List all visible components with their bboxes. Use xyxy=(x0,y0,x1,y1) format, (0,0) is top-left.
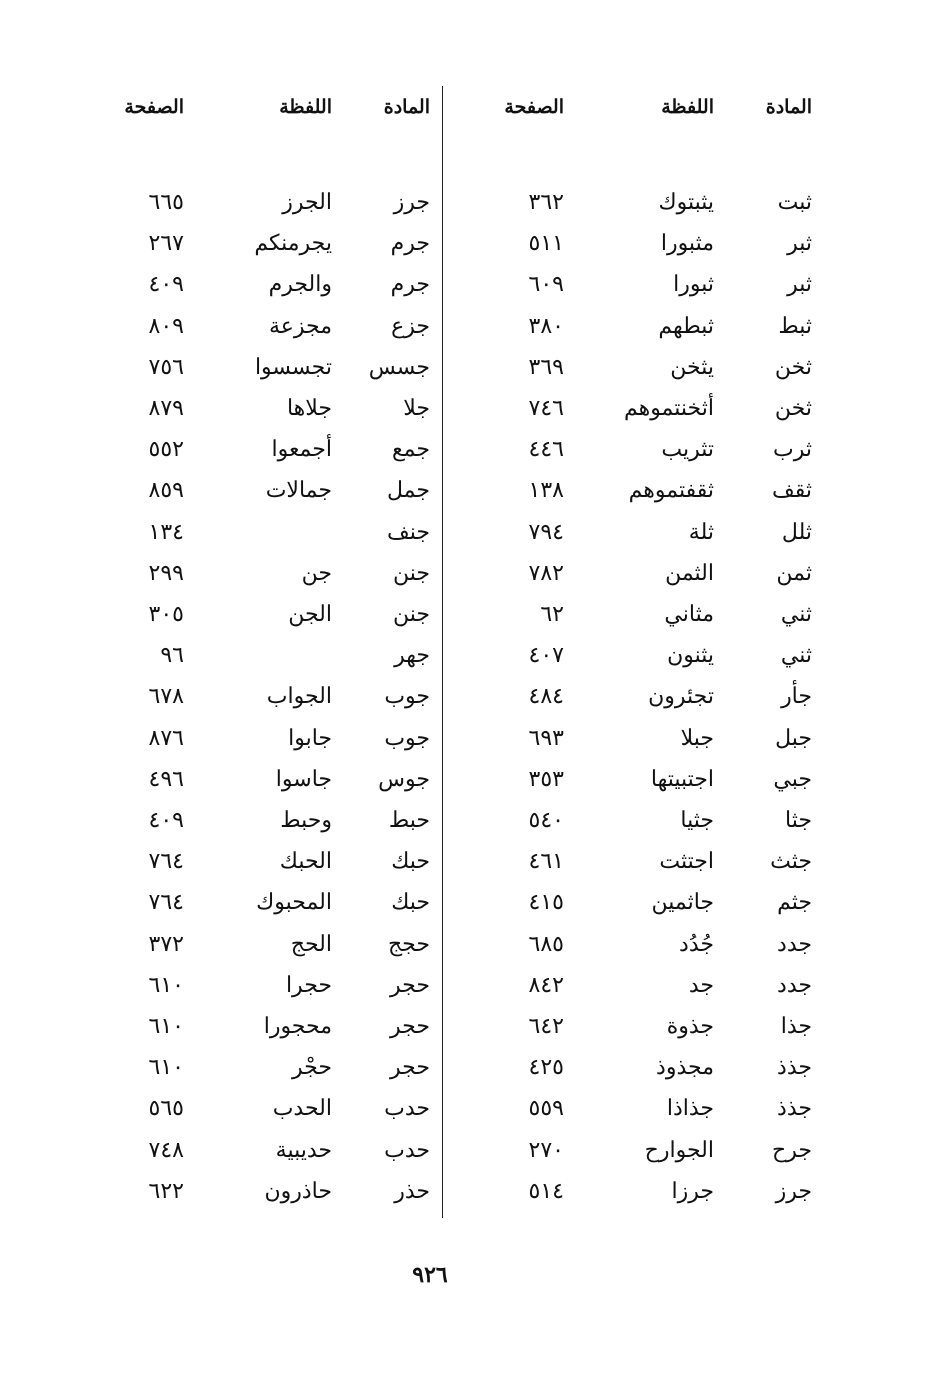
left-table-row-page: ٧٥٦ xyxy=(148,354,184,380)
right-table-row-root: ثخن xyxy=(774,396,812,421)
right-table-row-root: جدد xyxy=(777,931,812,957)
right-table-row-page: ٥٤٠ xyxy=(528,808,564,833)
left-table-row-root: جنن xyxy=(393,560,430,586)
left-table-row-page: ٣٠٥ xyxy=(148,602,184,627)
right-table-row-page: ٣٦٩ xyxy=(528,354,564,380)
left-table-row-word: جمالات xyxy=(265,478,332,504)
left-table-row-root: جوب xyxy=(384,725,430,751)
right-table-row-word: اجتبيتها xyxy=(650,766,714,792)
right-table-row-root: جذذ xyxy=(777,1096,812,1122)
right-table-row-word: مجذوذ xyxy=(656,1055,714,1081)
right-table-row-page: ٨٤٢ xyxy=(528,972,564,998)
left-table-row-word: حاذرون xyxy=(264,1178,332,1204)
left-table-row-root: حجر xyxy=(390,1055,430,1081)
left-table-row-word: تجسسوا xyxy=(254,354,332,380)
right-table-row-page: ٥١٤ xyxy=(528,1178,564,1204)
right-table-row-page: ٦٤٢ xyxy=(528,1014,564,1039)
left-table-row-root: حدب xyxy=(384,1137,430,1163)
right-table-row-root: ثبط xyxy=(778,313,812,339)
left-table-row-word: جلاها xyxy=(286,396,332,421)
left-table-row-page: ٦١٠ xyxy=(148,1014,184,1039)
left-table-row-page: ١٣٤ xyxy=(148,519,184,545)
right-table-row-root: جثث xyxy=(770,849,812,875)
left-table-row-page: ٦٦٥ xyxy=(148,190,184,215)
header-page-right: الصفحة xyxy=(504,96,564,118)
right-table-row-page: ٤٠٧ xyxy=(528,643,564,669)
right-table-row-page: ٣٦٢ xyxy=(528,190,564,215)
left-table-row-root: حبط xyxy=(388,808,430,833)
right-table-row-page: ٥٥٩ xyxy=(528,1096,564,1122)
left-table-row-word: الحبك xyxy=(279,849,332,875)
left-table-row-root: جمل xyxy=(387,478,430,504)
left-table-row-page: ٨٧٦ xyxy=(148,725,184,751)
right-table-row-page: ٤٤٦ xyxy=(528,437,564,463)
left-table-row-root: جرم xyxy=(390,272,430,298)
right-table-row-page: ٥١١ xyxy=(528,231,564,257)
header-word-left: اللفظة xyxy=(279,96,332,118)
left-table-row-root: حجر xyxy=(390,972,430,998)
header-root-right: المادة xyxy=(765,96,812,118)
right-table-row-word: جذوة xyxy=(666,1014,714,1039)
right-table-row-page: ٤٨٤ xyxy=(528,684,564,710)
left-table-row-word: جاسوا xyxy=(275,766,332,792)
right-table-row-page: ٧٨٢ xyxy=(528,560,564,586)
left-table-row-word: محجورا xyxy=(263,1014,332,1039)
left-table-row-root: جرز xyxy=(393,190,430,215)
right-table-row-page: ٤٦١ xyxy=(528,849,564,875)
header-root-left: المادة xyxy=(383,96,430,118)
right-table-row-root: ثرب xyxy=(773,437,812,463)
right-table-row-root: ثقف xyxy=(771,478,812,504)
right-table-row-root: جدد xyxy=(777,972,812,998)
left-table-row-word: حديبية xyxy=(275,1137,332,1163)
right-table-row-word: ثلة xyxy=(688,519,714,545)
right-table-row-root: جثم xyxy=(777,890,812,916)
right-table-row-page: ٦٠٩ xyxy=(528,272,564,298)
left-table-row-page: ٢٦٧ xyxy=(148,231,184,257)
right-table-row-word: ثبطهم xyxy=(658,313,714,339)
column-divider xyxy=(442,86,443,1218)
left-table-row-root: حذر xyxy=(394,1178,430,1204)
left-table-row-word: الجرز xyxy=(282,190,332,215)
left-table-row-word: الحج xyxy=(290,931,332,957)
right-table-row-root: جبي xyxy=(773,766,812,792)
right-table-row-page: ٣٨٠ xyxy=(528,313,564,339)
left-table-row-word: جن xyxy=(301,560,332,586)
left-table-row-root: جهر xyxy=(394,643,430,669)
left-table-row-root: جنف xyxy=(386,519,430,545)
right-table-row-word: جبلا xyxy=(680,725,714,751)
left-table-row-root: حبك xyxy=(391,890,430,916)
right-table-row-root: جذذ xyxy=(777,1055,812,1081)
left-table-row-page: ٥٥٢ xyxy=(148,437,184,463)
left-table-row-root: جمع xyxy=(391,437,430,463)
right-table-row-page: ٧٩٤ xyxy=(528,519,564,545)
left-table-row-page: ٦٧٨ xyxy=(148,684,184,710)
right-table-row-root: ثبر xyxy=(787,272,812,298)
left-table-row-page: ٦٢٢ xyxy=(148,1178,184,1204)
left-table-row-root: جزع xyxy=(391,313,430,339)
right-table-row-word: جثيا xyxy=(680,808,714,833)
left-table-row-page: ٨٥٩ xyxy=(148,478,184,504)
left-table-row-root: جوب xyxy=(384,684,430,710)
left-table-row-word: وحبط xyxy=(280,808,332,833)
right-table-row-page: ٦٨٥ xyxy=(528,931,564,957)
right-table-row-word: ثقفتموهم xyxy=(628,478,714,504)
left-table-row-page: ٥٦٥ xyxy=(148,1096,184,1122)
right-table-row-root: ثبر xyxy=(787,231,812,257)
right-table-row-root: ثلل xyxy=(781,519,812,545)
left-table-row-word: أجمعوا xyxy=(271,437,332,463)
right-table-row-word: تثريب xyxy=(661,437,714,463)
left-table-row-word: المحبوك xyxy=(256,890,332,916)
header-page-left: الصفحة xyxy=(124,96,184,118)
right-table-row-word: يثبتوك xyxy=(658,190,714,215)
right-table-row-root: ثبت xyxy=(777,190,812,215)
right-table-row-word: تجئرون xyxy=(648,684,714,710)
left-table-row-page: ٣٧٢ xyxy=(148,931,184,957)
left-table-row-page: ٧٤٨ xyxy=(148,1137,184,1163)
right-table-row-word: أثخنتموهم xyxy=(623,396,714,421)
right-table-row-page: ٧٤٦ xyxy=(528,396,564,421)
left-table-row-page: ٩٦ xyxy=(160,643,184,669)
left-table-row-root: جنن xyxy=(393,602,430,627)
right-table-row-root: جذا xyxy=(780,1014,812,1039)
right-table-row-word: الجوارح xyxy=(644,1137,714,1163)
left-table-row-root: جوس xyxy=(378,766,430,792)
right-table-row-word: جرزا xyxy=(671,1178,714,1204)
left-table-row-word: جابوا xyxy=(288,725,332,751)
right-table-row-root: ثمن xyxy=(776,560,812,586)
left-table-row-word: الحدب xyxy=(272,1096,332,1122)
left-table-row-page: ٢٩٩ xyxy=(148,560,184,586)
left-table-row-page: ٧٦٤ xyxy=(148,849,184,875)
right-table-row-root: جأر xyxy=(781,684,812,710)
left-table-row-page: ٦١٠ xyxy=(148,1055,184,1081)
right-table-row-word: مثاني xyxy=(664,602,714,627)
right-table-row-page: ٦٢ xyxy=(540,602,564,627)
right-table-row-page: ٦٩٣ xyxy=(528,725,564,751)
header-word-right: اللفظة xyxy=(661,96,714,118)
right-table-row-word: الثمن xyxy=(665,560,714,586)
right-table-row-word: جذاذا xyxy=(666,1096,714,1122)
right-table-row-root: جثا xyxy=(785,808,812,833)
right-table-row-word: اجتثت xyxy=(659,849,714,875)
left-table-row-root: حجر xyxy=(390,1014,430,1039)
right-table-row-root: ثني xyxy=(780,602,812,627)
right-table-row-page: ٣٥٣ xyxy=(528,766,564,792)
right-table-row-root: ثني xyxy=(780,643,812,669)
right-table-row-word: جُدُد xyxy=(679,931,714,957)
left-table-row-word: والجرم xyxy=(268,272,332,298)
right-table-row-word: مثبورا xyxy=(660,231,714,257)
right-table-row-root: جبل xyxy=(775,725,812,751)
left-table-row-page: ٤٠٩ xyxy=(148,808,184,833)
left-table-row-word: حجرا xyxy=(285,972,332,998)
right-table-row-page: ٢٧٠ xyxy=(528,1137,564,1163)
left-table-row-root: حجج xyxy=(387,931,430,957)
page-number: ٩٢٦ xyxy=(412,1262,448,1288)
left-table-row-root: جلا xyxy=(403,396,430,421)
left-table-row-word: الجواب xyxy=(266,684,332,710)
left-table-row-root: حبك xyxy=(391,849,430,875)
left-table-row-page: ٧٦٤ xyxy=(148,890,184,916)
left-table-row-word: الجن xyxy=(288,602,332,627)
right-table-row-word: ثبورا xyxy=(673,272,714,298)
right-table-row-word: يثنون xyxy=(667,643,714,669)
right-table-row-root: ثخن xyxy=(774,354,812,380)
left-table-row-page: ٨٠٩ xyxy=(148,313,184,339)
right-table-row-root: جرز xyxy=(775,1178,812,1204)
left-table-row-root: حدب xyxy=(384,1096,430,1122)
left-table-row-page: ٤٩٦ xyxy=(148,766,184,792)
left-table-row-page: ٦١٠ xyxy=(148,972,184,998)
right-table-row-word: يثخن xyxy=(670,354,714,380)
left-table-row-word: حجْر xyxy=(292,1055,332,1081)
left-table-row-page: ٨٧٩ xyxy=(148,396,184,421)
left-table-row-word: يجرمنكم xyxy=(254,231,332,257)
right-table-row-page: ١٣٨ xyxy=(528,478,564,504)
right-table-row-page: ٤١٥ xyxy=(528,890,564,916)
right-table-row-root: جرح xyxy=(772,1137,812,1163)
right-table-row-word: جد xyxy=(688,972,714,998)
left-table-row-page: ٤٠٩ xyxy=(148,272,184,298)
right-table-row-word: جاثمين xyxy=(651,890,714,916)
left-table-row-root: جسس xyxy=(368,354,430,380)
right-table-row-page: ٤٢٥ xyxy=(528,1055,564,1081)
left-table-row-root: جرم xyxy=(390,231,430,257)
left-table-row-word: مجزعة xyxy=(268,313,332,339)
